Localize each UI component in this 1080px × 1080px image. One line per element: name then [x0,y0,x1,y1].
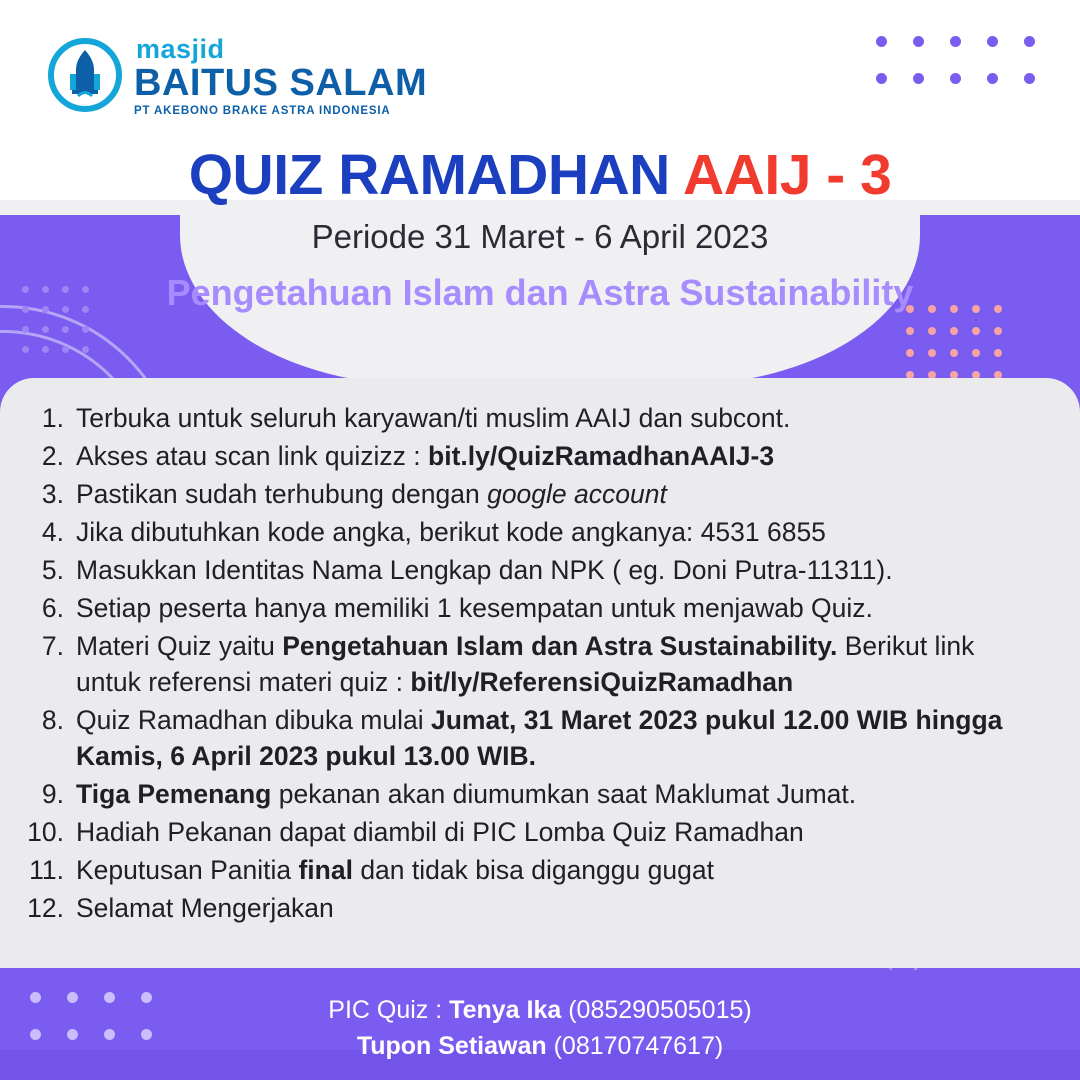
logo-company-text: PT AKEBONO BRAKE ASTRA INDONESIA [134,105,391,117]
rule-text-segment: Hadiah Pekanan dapat diambil di PIC Lomba Quiz Ramadhan [76,817,804,848]
rule-text-segment: Keputusan Panitia [76,855,299,886]
pic-phone-2: (08170747617) [546,1031,724,1060]
pic-phone-1: (085290505015) [561,995,752,1024]
pic-name-1: Tenya Ika [449,995,562,1024]
rule-item [66,476,1046,512]
logo-name-text: BAITUS SALAM [134,62,428,104]
rule-item [66,776,1046,812]
rule-text-segment: Pengetahuan Islam dan Astra Sustainability. [282,631,838,662]
footer-contacts [0,992,1080,1065]
rules-list [0,378,1080,926]
rule-text-segment: pekanan akan diumumkan saat Maklumat Jumat. [271,779,857,810]
pic-name-2: Tupon Setiawan [356,1031,547,1060]
rules-card [0,378,1080,968]
rule-text-segment: google account [487,479,667,510]
rule-text-segment: Masukkan Identitas Nama Lengkap dan NPK ( eg. Doni Putra-11311). [76,555,893,586]
rule-item [66,400,1046,436]
rule-item [66,702,1046,774]
page-title-red: AAIJ - 3 [683,143,892,207]
rule-text-segment: Selamat Mengerjakan [76,893,334,924]
rule-item [66,890,1046,926]
dot-grid-top-right [876,36,1035,84]
rule-item [66,590,1046,626]
rule-text-segment: Jumat, 31 Maret 2023 pukul 12.00 WIB hingga Kamis, 6 April 2023 pukul 13.00 WIB. [76,705,1003,772]
rule-item [66,628,1046,700]
rule-text-segment: Materi Quiz yaitu [76,631,283,662]
logo-masjid-text: masjid [136,34,225,64]
rule-text-segment: Terbuka untuk seluruh karyawan/ti muslim AAIJ dan subcont. [76,403,791,433]
pic-label: PIC Quiz : [328,995,450,1024]
rule-text-segment: bit/ly/ReferensiQuizRamadhan [410,667,794,698]
rule-text-segment: Tiga Pemenang [76,779,272,810]
period-text: Periode 31 Maret - 6 April 2023 [311,218,769,255]
theme-text: Pengetahuan Islam dan Astra Sustainability [166,272,914,313]
dot-grid-mid-right [906,305,1002,379]
footer-line-1 [0,992,1080,1028]
rule-item [66,438,1046,474]
rule-text-segment: bit.ly/QuizRamadhanAAIJ-3 [428,441,775,472]
rule-text-segment: Pastikan sudah terhubung dengan [76,479,488,510]
mosque-dome-logo-icon [48,38,122,112]
rule-text-segment: Akses atau scan link quizizz : [76,441,429,472]
page-title [0,142,1080,208]
rule-item [66,514,1046,550]
rule-text-segment: Quiz Ramadhan dibuka mulai [76,705,431,736]
rule-item [66,852,1046,888]
rule-text-segment: Jika dibutuhkan kode angka, berikut kode angkanya: 4531 6855 [76,517,826,548]
rule-item [66,814,1046,850]
rule-item [66,552,1046,588]
rule-text-segment: dan tidak bisa diganggu gugat [352,855,714,886]
rule-text-segment: Setiap peserta hanya memiliki 1 kesempatan untuk menjawab Quiz. [76,593,873,624]
rule-text-segment: final [298,855,353,886]
brand-logo [48,32,427,118]
page-title-blue: QUIZ RAMADHAN [188,143,684,207]
footer-line-2 [0,1028,1080,1064]
logo-wordmark [134,32,427,118]
rule-text-segment: Berikut link untuk referensi materi quiz : [76,631,975,698]
